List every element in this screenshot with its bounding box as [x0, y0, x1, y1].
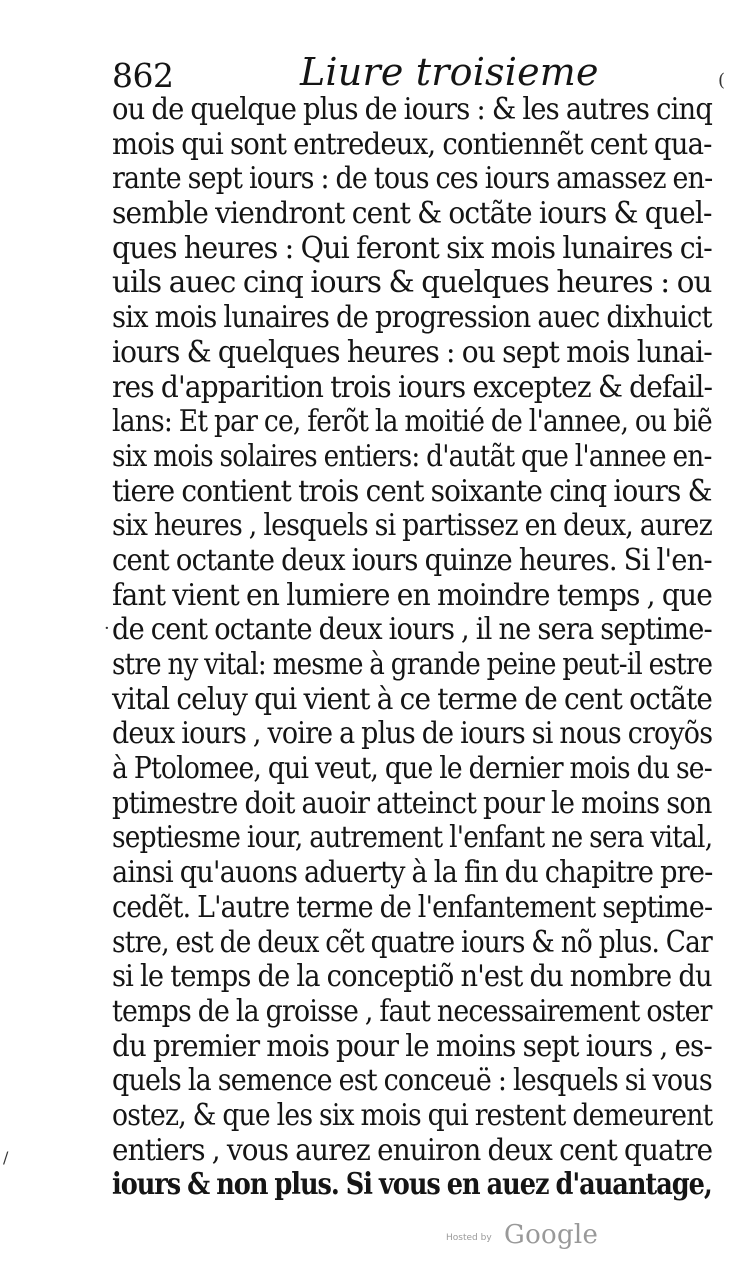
google-logo: Google [504, 1220, 599, 1250]
text-line: si le temps de la conceptiõ n'est du nombre du [112, 959, 712, 995]
text-line: lans: Et par ce, ferõt la moitié de l'annee, ou biẽ [112, 404, 712, 440]
text-line: de cent octante deux iours , il ne sera septime- [112, 612, 712, 648]
page-number: 862 [112, 56, 174, 95]
margin-mark-bottom: / [3, 1148, 9, 1167]
text-line: quels la semence est conceuë : lesquels si vous [112, 1063, 712, 1099]
text-line: mois qui sont entredeux, contiennẽt cent qua- [112, 126, 712, 162]
hosted-by-label: Hosted by [446, 1233, 492, 1243]
text-line: six heures , lesquels si partissez en deux, aurez [112, 508, 712, 544]
text-line: ptimestre doit auoir atteinct pour le moins son [112, 785, 712, 821]
text-line: stre, est de deux cẽt quatre iours & nõ plus. Car [112, 924, 712, 960]
text-line: septiesme iour, autrement l'enfant ne sera vital, [112, 820, 713, 856]
text-line: iours & quelques heures : ou sept mois lunai- [112, 334, 712, 370]
text-line: iours & non plus. Si vous en auez d'auantage, [112, 1167, 712, 1203]
text-line: stre ny vital: mesme à grande peine peut-il estre [112, 647, 713, 682]
text-line: fant vient en lumiere en moindre temps , que [112, 577, 713, 613]
body-text [112, 93, 712, 1203]
text-line: ou de quelque plus de iours : & les autres cinq [112, 92, 713, 127]
text-line: semble viendront cent & octãte iours & quel- [112, 196, 712, 232]
text-line: ques heures : Qui feront six mois lunaires ci- [112, 230, 712, 266]
text-line: temps de la groisse , faut necessairement oster [112, 993, 712, 1029]
text-line: tiere contient trois cent soixante cinq iours & [112, 473, 712, 509]
text-line: rante sept iours : de tous ces iours amassez en- [112, 161, 713, 197]
margin-mark-top: ( [718, 70, 726, 91]
text-line: entiers , vous aurez enuiron deux cent quatre [112, 1132, 713, 1168]
text-line: cent octante deux iours quinze heures. Si l'en- [112, 542, 712, 578]
text-line: deux iours , voire a plus de iours si nous croyõs [112, 716, 713, 752]
text-line: ostez, & que les six mois qui restent demeurent [112, 1097, 713, 1133]
text-line: cedẽt. L'autre terme de l'enfantement septime- [112, 889, 713, 925]
page-header [112, 48, 712, 96]
text-line: vital celuy qui vient à ce terme de cent octãte [112, 681, 713, 717]
text-line: six mois lunaires de progression auec dixhuict [112, 300, 712, 336]
text-line: res d'apparition trois iours exceptez & defail- [112, 369, 713, 405]
text-line: du premier mois pour le moins sept iours , es- [112, 1028, 712, 1064]
hosted-by-footer [446, 1220, 599, 1254]
text-line: à Ptolomee, qui veut, que le dernier mois du se- [112, 751, 712, 787]
text-line: ainsi qu'auons aduerty à la fin du chapitre pre- [112, 855, 713, 891]
text-line: uils auec cinq iours & quelques heures : ou [112, 265, 712, 301]
text-line: six mois solaires entiers: d'autãt que l'annee en- [112, 438, 712, 474]
running-title: Liure troisieme [300, 50, 599, 94]
margin-mark-left: · [104, 618, 110, 639]
